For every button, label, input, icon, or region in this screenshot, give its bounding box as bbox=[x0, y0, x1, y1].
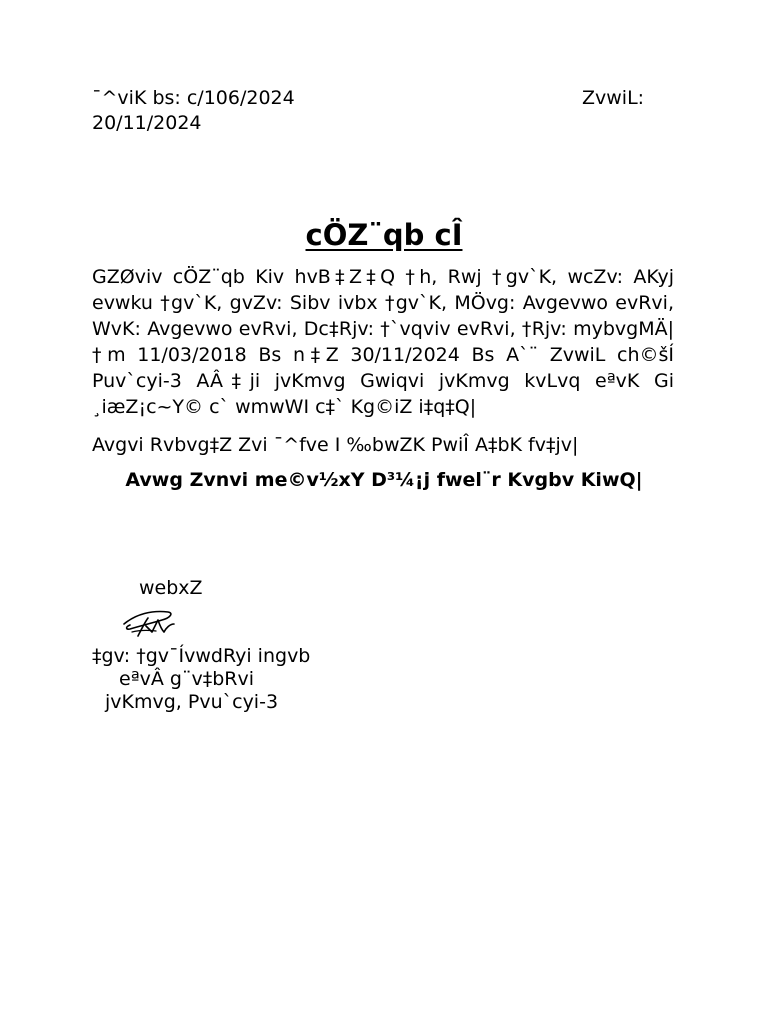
body-paragraph: GZØviv cÖZ¨qb Kiv hvB‡Z‡Q †h, Rwj †gv`K, wcZv: AKyj evwku †gv`K, gvZv: Sibv ivbx †gv`K, MÖvg: Avgevwo evRvi, WvK: Avgevwo evRvi, Dc‡Rjv: †`vqviv evRvi, †Rjv: mybvgMÄ| †m 11/03/2018 Bs n‡Z 30/11/2024 Bs A`¨ ZvwiL ch©šÍ Puv`cyi-3 AÂ‡ji jvKmvg Gwiqvi jvKmvg kvLvq eªvK Gi ¸iæZ¡c~Y© c` wmwWI c‡` Kg©iZ i‡q‡Q| bbox=[92, 266, 674, 418]
date-label: ZvwiL: bbox=[582, 87, 645, 109]
handwritten-signature bbox=[118, 602, 182, 640]
signature-label: webxZ bbox=[139, 577, 203, 599]
date-value: 20/11/2024 bbox=[92, 112, 202, 134]
document-title: cÖZ¨qb cÎ bbox=[305, 218, 463, 252]
closing-statement: Avwg Zvnvi me©v½xY D³¼¡j fwel¨r Kvgbv KiwQ| bbox=[125, 469, 643, 491]
signatory-name: ‡gv: †gv¯ÍvwdRyi ingvb bbox=[92, 645, 311, 667]
character-statement: Avgvi Rvbvg‡Z Zvi ¯^fve I ‰bwZK PwiÎ A‡bK fv‡jv| bbox=[92, 434, 579, 456]
memo-number: ¯^viK bs: c/106/2024 bbox=[92, 87, 295, 109]
signatory-designation: eªvÂ g¨v‡bRvi bbox=[119, 668, 255, 690]
signatory-office: jvKmvg, Pvu`cyi-3 bbox=[105, 691, 279, 713]
